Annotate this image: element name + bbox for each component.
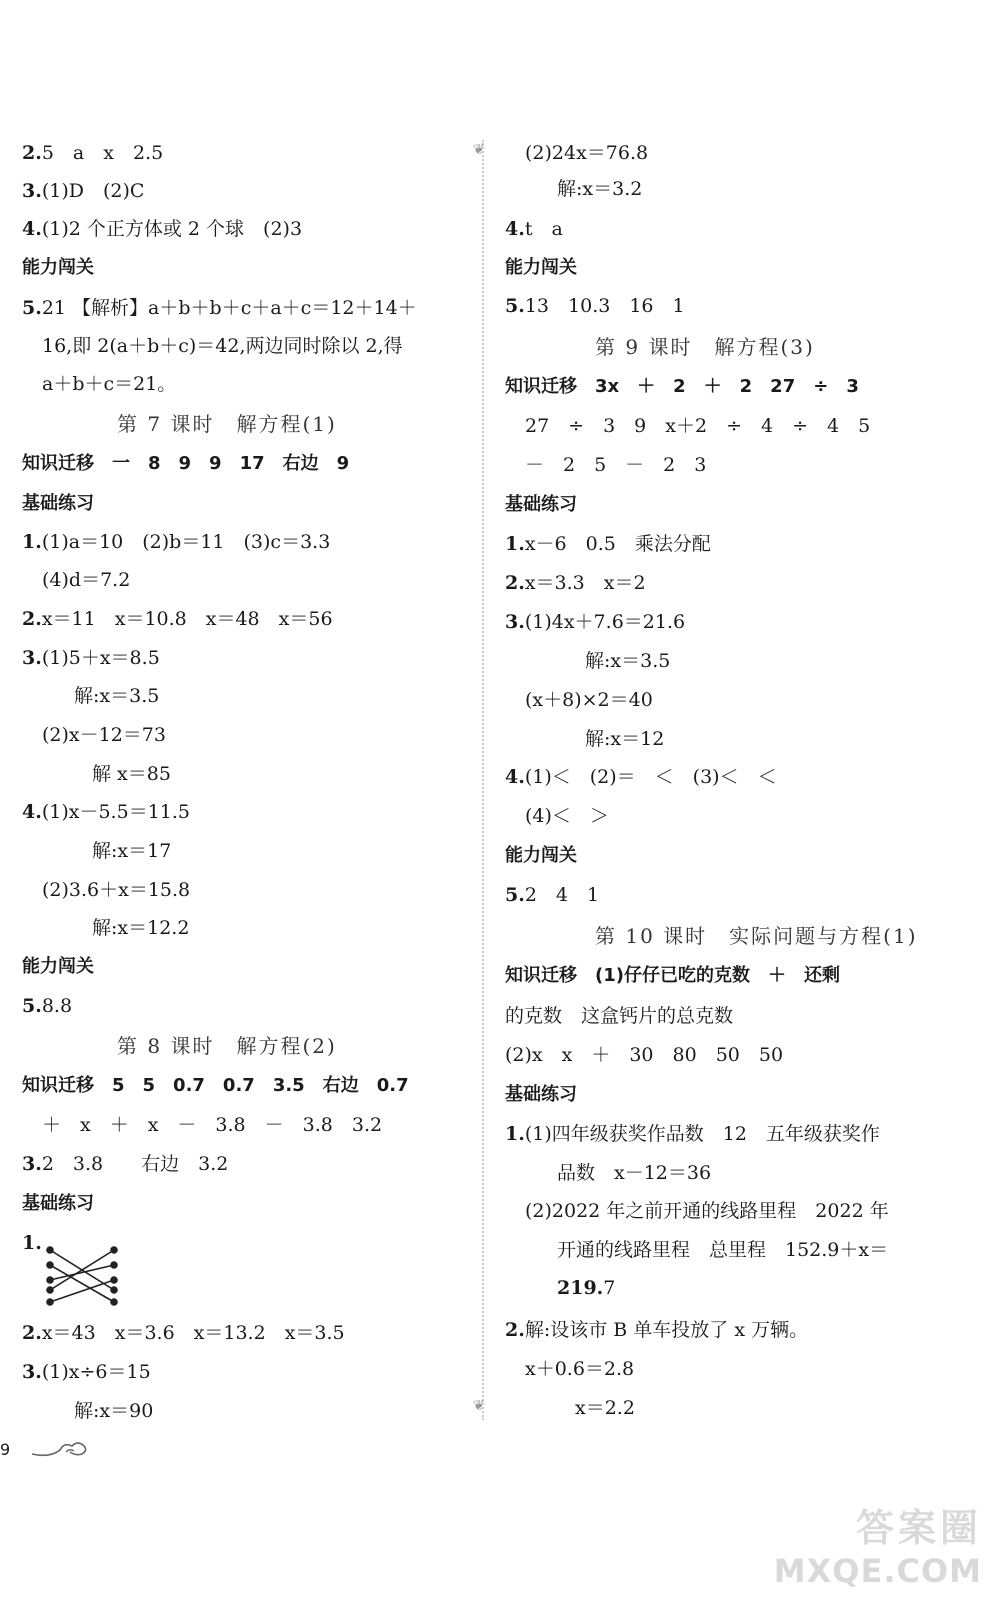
left-line-20: 解:x＝12.2 [92,917,190,939]
left-line-9: 基础练习 [22,493,94,514]
question-number: 1. [505,533,525,555]
left-line-30: 3.(1)x÷6＝15 [22,1361,151,1383]
question-number: 5. [22,995,42,1017]
left-line-25: ＋ x ＋ x － 3.8 － 3.8 3.2 [42,1114,383,1136]
right-line-9: 基础练习 [505,494,577,515]
question-number: 1. [22,531,42,553]
left-line-22: 5.8.8 [22,995,73,1017]
left-line-31: 解:x＝90 [74,1400,154,1422]
left-line-10: 1.(1)a＝10 (2)b＝11 (3)c＝3.3 [22,531,331,553]
question-number: 2. [22,608,42,630]
left-line-15: (2)x－12＝73 [42,724,166,746]
right-line-28: 开通的线路里程 总里程 152.9＋x＝ [557,1239,889,1261]
left-line-5: 16,即 2(a＋b＋c)＝42,两边同时除以 2,得 [42,335,403,357]
question-number: 4. [505,766,525,788]
right-line-10: 1.x－6 0.5 乘法分配 [505,533,711,555]
question-number: 4. [505,218,525,240]
question-number: 2. [505,572,525,594]
right-line-13: 解:x＝3.5 [585,650,671,672]
question-number: 219. [557,1277,604,1299]
right-line-25: 1.(1)四年级获奖作品数 12 五年级获奖作 [505,1123,880,1145]
right-line-31: x＋0.6＝2.8 [525,1358,635,1380]
right-line-5: 第 9 课时 解方程(3) [595,335,815,359]
right-line-12: 3.(1)4x＋7.6＝21.6 [505,611,686,633]
left-line-27: 基础练习 [22,1193,94,1214]
question-number: 5. [505,295,525,317]
left-line-28 [22,1230,42,1256]
left-line-24: 知识迁移 5 5 0.7 0.7 3.5 右边 0.7 [22,1075,409,1096]
left-line-17: 4.(1)x－5.5＝11.5 [22,801,190,823]
question-number: 1. [22,1232,42,1254]
right-line-15: 解:x＝12 [585,728,665,750]
left-line-1: 3.(1)D (2)C [22,180,145,202]
right-line-0: (2)24x＝76.8 [525,142,649,164]
right-line-1: 解:x＝3.2 [557,178,643,200]
left-line-0: 2.5 a x 2.5 [22,142,164,164]
right-line-23: (2)x x ＋ 30 80 50 50 [505,1044,784,1066]
right-line-27: (2)2022 年之前开通的线路里程 2022 年 [525,1200,889,1222]
question-number: 3. [22,180,42,202]
right-line-29: 219.7 [557,1277,616,1299]
right-line-14: (x＋8)×2＝40 [525,689,653,711]
question-number: 3. [505,611,525,633]
question-number: 5. [22,297,42,319]
left-line-12: 2.x＝11 x＝10.8 x＝48 x＝56 [22,608,333,630]
left-line-3: 能力闯关 [22,257,94,278]
right-line-30: 2.解:设该市 B 单车投放了 x 万辆。 [505,1319,809,1341]
right-line-22: 的克数 这盒钙片的总克数 [505,1005,734,1027]
left-line-2: 4.(1)2 个正方体或 2 个球 (2)3 [22,218,303,240]
left-line-14: 解:x＝3.5 [74,685,160,707]
right-line-2: 4.t a [505,218,563,240]
right-line-18: 能力闯关 [505,845,577,866]
left-line-26: 3.2 3.8 右边 3.2 [22,1153,229,1175]
right-line-16: 4.(1)＜ (2)＝ ＜ (3)＜ ＜ [505,766,777,788]
right-line-24: 基础练习 [505,1084,577,1105]
left-line-13: 3.(1)5＋x＝8.5 [22,647,160,669]
right-line-17: (4)＜ ＞ [525,805,609,827]
watermark [774,1497,982,1590]
question-number: 3. [22,647,42,669]
question-number: 3. [22,1361,42,1383]
left-line-8: 知识迁移 一 8 9 9 17 右边 9 [22,453,350,474]
right-line-19: 5.2 4 1 [505,884,600,906]
question-number: 3. [22,1153,42,1175]
question-number: 5. [505,884,525,906]
left-line-11: (4)d＝7.2 [42,569,131,591]
column-divider [482,140,484,1420]
right-line-3: 能力闯关 [505,257,577,278]
left-line-19: (2)3.6＋x＝15.8 [42,879,191,901]
question-number: 4. [22,801,42,823]
left-line-29: 2.x＝43 x＝3.6 x＝13.2 x＝3.5 [22,1322,345,1344]
right-line-4: 5.13 10.3 16 1 [505,295,685,317]
right-line-6: 知识迁移 3x ＋ 2 ＋ 2 27 ÷ 3 [505,376,859,397]
right-line-20: 第 10 课时 实际问题与方程(1) [595,924,918,948]
watermark-line2: MXQE.COM [773,1552,982,1590]
right-line-11: 2.x＝3.3 x＝2 [505,572,646,594]
left-line-16: 解 x＝85 [92,763,171,785]
divider-ornament-top-icon: ❦ [473,142,485,158]
cloud-ornament-icon [30,1438,90,1460]
right-line-7: 27 ÷ 3 9 x＋2 ÷ 4 ÷ 4 5 [525,415,871,437]
left-line-6: a＋b＋c＝21。 [42,373,177,395]
question-number: 1. [505,1123,525,1145]
right-line-26: 品数 x－12＝36 [557,1162,712,1184]
divider-ornament-bottom-icon: ❦ [473,1398,485,1414]
question-number: 2. [22,1322,42,1344]
watermark-line1: 答案圈 [855,1506,982,1550]
right-line-8: － 2 5 － 2 3 [525,454,707,476]
page-number: 9 [0,1440,11,1459]
left-line-18: 解:x＝17 [92,840,172,862]
question-number: 2. [22,142,42,164]
left-line-23: 第 8 课时 解方程(2) [117,1034,337,1058]
question-number: 2. [505,1319,525,1341]
right-line-32: x＝2.2 [575,1397,635,1419]
left-line-21: 能力闯关 [22,956,94,977]
left-line-7: 第 7 课时 解方程(1) [117,412,337,436]
left-line-4: 5.21 【解析】a＋b＋b＋c＋a＋c＝12＋14＋ [22,297,417,319]
question-number: 4. [22,218,42,240]
right-line-21: 知识迁移 (1)仔仔已吃的克数 ＋ 还剩 [505,965,840,986]
matching-diagram [40,1242,130,1310]
